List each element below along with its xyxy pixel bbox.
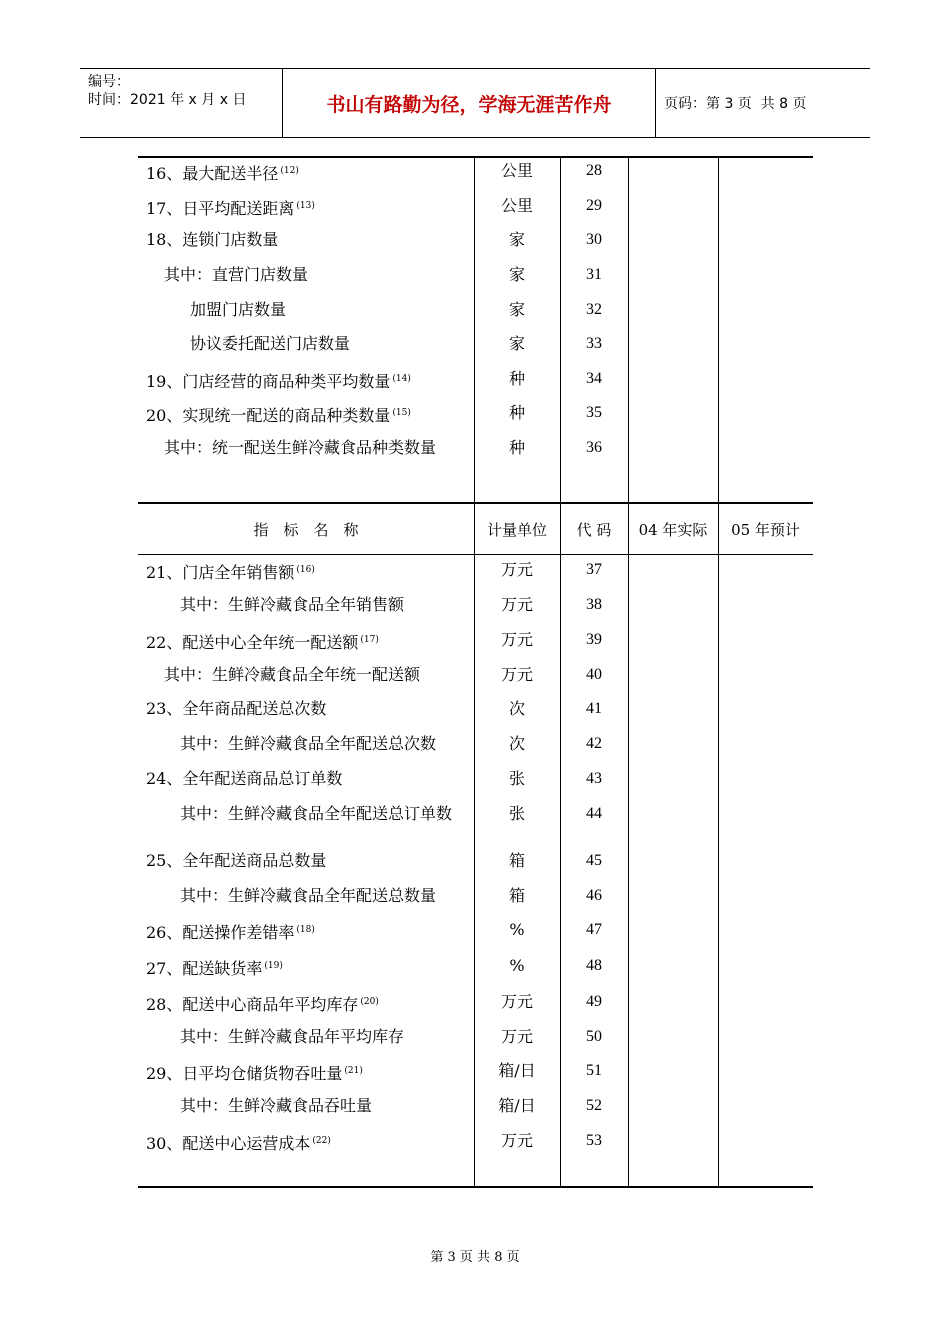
row-code: 34	[586, 370, 602, 387]
table-row	[138, 660, 813, 694]
row-code: 37	[586, 561, 602, 578]
table-row	[138, 1056, 813, 1090]
row-unit: 箱	[508, 886, 525, 905]
row-unit: 万元	[500, 595, 533, 614]
row-name: 21、门店全年销售额 $^{(16)}$	[146, 563, 315, 582]
row-unit: 箱/日	[498, 1061, 536, 1080]
row-name: 其中：生鲜冷藏食品年平均库存	[180, 1027, 405, 1046]
row-unit: 万元	[500, 992, 533, 1011]
row-unit: 万元	[500, 665, 533, 684]
table-row	[138, 694, 813, 728]
motto: 书山有路勤为径，学海无涯苦作舟	[282, 69, 656, 137]
table-row	[138, 555, 813, 589]
header-actual: 04 年实际	[638, 521, 708, 539]
row-code: 32	[586, 301, 602, 318]
footnote-marker: (16)	[296, 565, 315, 575]
row-code: 28	[586, 162, 602, 179]
row-code: 31	[586, 266, 602, 283]
row-name: 其中：统一配送生鲜冷藏食品种类数量	[164, 438, 437, 457]
row-unit: 万元	[500, 1027, 533, 1046]
row-code: 45	[586, 852, 602, 869]
row-unit: 种	[508, 369, 525, 388]
row-code: 38	[586, 596, 602, 613]
row-unit: 家	[508, 265, 525, 284]
table-row	[138, 225, 813, 259]
row-unit: 家	[508, 300, 525, 319]
row-unit: 箱	[508, 851, 525, 870]
row-code: 53	[586, 1132, 602, 1149]
footnote-marker: (21)	[344, 1066, 363, 1076]
row-code: 36	[586, 439, 602, 456]
row-unit: 箱/日	[498, 1096, 536, 1115]
row-name: 19、门店经营的商品种类平均数量 $^{(14)}$	[146, 372, 411, 391]
row-name: 27、配送缺货率 $^{(19)}$	[146, 959, 283, 978]
table-bottom-border	[138, 1186, 813, 1188]
table-row	[138, 846, 813, 880]
row-unit: 次	[508, 734, 525, 753]
row-name: 其中：生鲜冷藏食品全年统一配送额	[164, 665, 421, 684]
table-row	[138, 398, 813, 432]
footnote-marker: (13)	[296, 201, 315, 211]
table-row	[138, 191, 813, 225]
row-unit: %	[509, 920, 525, 939]
table-row	[138, 729, 813, 763]
row-name: 其中：直营门店数量	[164, 265, 309, 284]
footnote-marker: (18)	[296, 925, 315, 935]
header-left	[88, 73, 246, 109]
header-forecast: 05 年预计	[731, 521, 800, 539]
row-name: 18、连锁门店数量	[146, 230, 279, 249]
row-code: 50	[586, 1028, 602, 1045]
row-unit: 种	[508, 403, 525, 422]
row-code: 46	[586, 887, 602, 904]
table-row	[138, 764, 813, 798]
row-unit: 家	[508, 230, 525, 249]
footnote-marker: (20)	[360, 997, 379, 1007]
table-row	[138, 329, 813, 363]
time-label: 时间：2021 年 x 月 x 日	[88, 92, 247, 108]
table-row	[138, 625, 813, 659]
footnote-marker: (15)	[392, 408, 411, 418]
row-code: 47	[586, 921, 602, 938]
row-unit: 张	[508, 804, 525, 823]
table-header-row	[138, 505, 813, 555]
row-unit: 张	[508, 769, 525, 788]
row-unit: 种	[508, 438, 525, 457]
header-code: 代 码	[576, 521, 612, 539]
row-code: 29	[586, 197, 602, 214]
row-unit: 公里	[500, 196, 533, 215]
row-name: 25、全年配送商品总数量	[146, 851, 327, 870]
row-name: 其中：生鲜冷藏食品全年销售额	[180, 595, 405, 614]
table-row	[138, 260, 813, 294]
table-row	[138, 590, 813, 624]
row-code: 39	[586, 631, 602, 648]
table-row	[138, 156, 813, 190]
row-code: 35	[586, 404, 602, 421]
row-name: 28、配送中心商品年平均库存 $^{(20)}$	[146, 995, 379, 1014]
table-row	[138, 1091, 813, 1125]
row-code: 41	[586, 700, 602, 717]
row-code: 48	[586, 957, 602, 974]
row-unit: 家	[508, 334, 525, 353]
footnote-marker: (12)	[280, 166, 299, 176]
row-name: 协议委托配送门店数量	[190, 334, 351, 353]
row-name: 30、配送中心运营成本 $^{(22)}$	[146, 1134, 331, 1153]
page-indicator: 页码：第 3 页 共 8 页	[664, 96, 807, 112]
row-unit: 万元	[500, 1131, 533, 1150]
table-row	[138, 987, 813, 1021]
footnote-marker: (22)	[312, 1136, 331, 1146]
row-code: 42	[586, 735, 602, 752]
row-name: 26、配送操作差错率 $^{(18)}$	[146, 923, 315, 942]
row-name: 其中：生鲜冷藏食品全年配送总次数	[180, 734, 437, 753]
header-unit: 计量单位	[486, 521, 547, 539]
row-name: 16、最大配送半径 $^{(12)}$	[146, 164, 299, 183]
table-row	[138, 799, 813, 833]
row-unit: 万元	[500, 630, 533, 649]
table-row	[138, 433, 813, 467]
footnote-marker: (14)	[392, 374, 411, 384]
header-name: 指 标 名 称	[253, 521, 359, 539]
row-unit: %	[509, 956, 525, 975]
row-name: 24、全年配送商品总订单数	[146, 769, 343, 788]
table-row	[138, 1022, 813, 1056]
row-name: 加盟门店数量	[190, 300, 287, 319]
row-name: 23、全年商品配送总次数	[146, 699, 327, 718]
row-name: 22、配送中心全年统一配送额 $^{(17)}$	[146, 633, 379, 652]
row-code: 33	[586, 335, 602, 352]
row-code: 30	[586, 231, 602, 248]
table-row	[138, 1126, 813, 1160]
table-row	[138, 915, 813, 949]
page-header	[80, 68, 870, 138]
row-unit: 万元	[500, 560, 533, 579]
footnote-marker: (19)	[264, 961, 283, 971]
row-code: 51	[586, 1062, 602, 1079]
row-unit: 公里	[500, 161, 533, 180]
table-row	[138, 951, 813, 985]
section-border	[138, 502, 813, 504]
table-row	[138, 364, 813, 398]
row-unit: 次	[508, 699, 525, 718]
table-row	[138, 295, 813, 329]
table-row	[138, 881, 813, 915]
row-name: 其中：生鲜冷藏食品全年配送总订单数	[180, 804, 453, 823]
row-name: 20、实现统一配送的商品种类数量 $^{(15)}$	[146, 406, 411, 425]
row-name: 其中：生鲜冷藏食品全年配送总数量	[180, 886, 437, 905]
footnote-marker: (17)	[360, 635, 379, 645]
row-code: 40	[586, 666, 602, 683]
row-name: 29、日平均仓储货物吞吐量 $^{(21)}$	[146, 1064, 363, 1083]
row-code: 52	[586, 1097, 602, 1114]
row-name: 其中：生鲜冷藏食品吞吐量	[180, 1096, 373, 1115]
page-footer: 第 3 页 共 8 页	[430, 1250, 520, 1265]
row-code: 49	[586, 993, 602, 1010]
row-code: 44	[586, 805, 602, 822]
row-code: 43	[586, 770, 602, 787]
number-label: 编号：	[88, 74, 130, 90]
row-name: 17、日平均配送距离 $^{(13)}$	[146, 199, 315, 218]
